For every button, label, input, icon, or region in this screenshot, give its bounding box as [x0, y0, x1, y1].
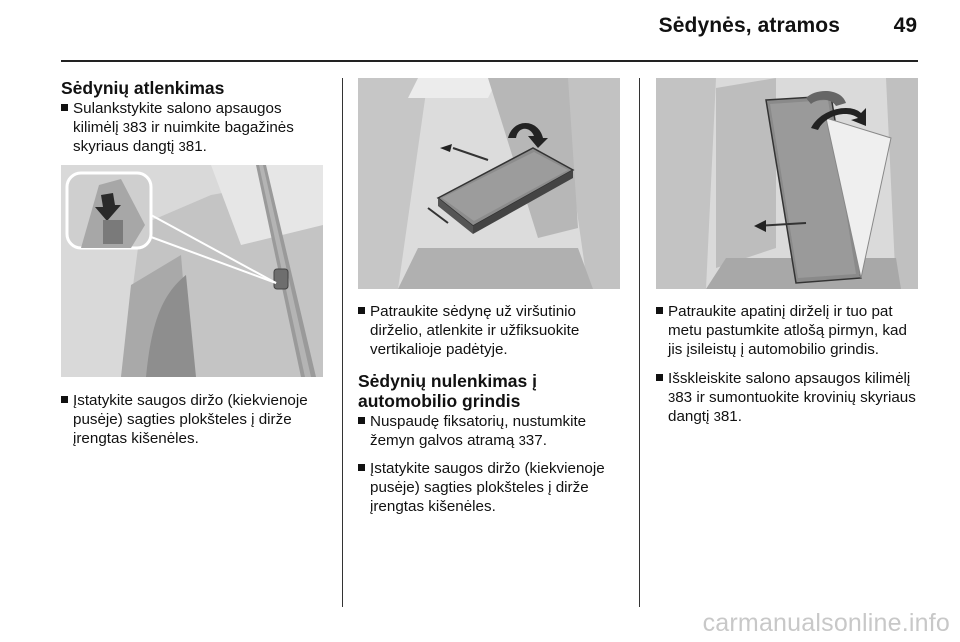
- seat-fold-up-illustration: [358, 78, 620, 289]
- list-item: Sulankstykite salono apsaugos kilimėlį 383 ir nuimkite bagažinės skyriaus dangtį 381.: [61, 99, 329, 156]
- page-title: Sėdynės, atramos: [658, 14, 840, 37]
- figure-seat-fold-down: [656, 78, 918, 289]
- reference-arrow-icon: 3: [518, 433, 526, 448]
- list-item: Nuspaudę fiksatorių, nustumkite žemyn galvos atramą 337.: [358, 412, 625, 450]
- column-divider: [639, 78, 640, 607]
- header-rule: [61, 60, 918, 62]
- figure-seat-fold-up: [358, 78, 620, 289]
- section-title: Sėdynių atlenkimas: [61, 78, 225, 98]
- reference-arrow-icon: 3: [713, 409, 721, 424]
- reference-arrow-icon: 3: [122, 120, 131, 135]
- column-3: [656, 78, 924, 436]
- watermark: carmanualsonline.info: [702, 609, 950, 637]
- section-title: Sėdynių nulenkimas į automobilio grindis: [358, 371, 537, 411]
- column-divider: [342, 78, 343, 607]
- figure-seatbelt-buckle: [61, 165, 323, 377]
- list-item: Patraukite sėdynę už viršutinio dirželio, atlenkite ir užfiksuokite vertikalioje padėtyje.: [358, 302, 625, 359]
- seat-fold-down-illustration: [656, 78, 918, 289]
- list-item: Išskleiskite salono apsaugos kilimėlį 383 ir sumontuokite krovinių skyriaus dangtį 381.: [656, 369, 924, 426]
- list-item: Patraukite apatinį dirželį ir tuo pat metu pastumkite atlošą pirmyn, kad jis įsileistų į automobilio grindis.: [656, 302, 924, 359]
- list-item: Įstatykite saugos diržo (kiekvienoje pusėje) sagties plokšteles į dirže įrengtas kišenėles.: [358, 459, 625, 516]
- column-1: [61, 78, 329, 458]
- reference-arrow-icon: 3: [178, 139, 186, 154]
- column-2: [358, 78, 625, 526]
- reference-arrow-icon: 3: [668, 390, 676, 405]
- page-number: 49: [893, 14, 917, 37]
- seatbelt-buckle-illustration: [61, 165, 323, 377]
- list-item: Įstatykite saugos diržo (kiekvienoje pusėje) sagties plokšteles į dirže įrengtas kišenėles.: [61, 391, 329, 448]
